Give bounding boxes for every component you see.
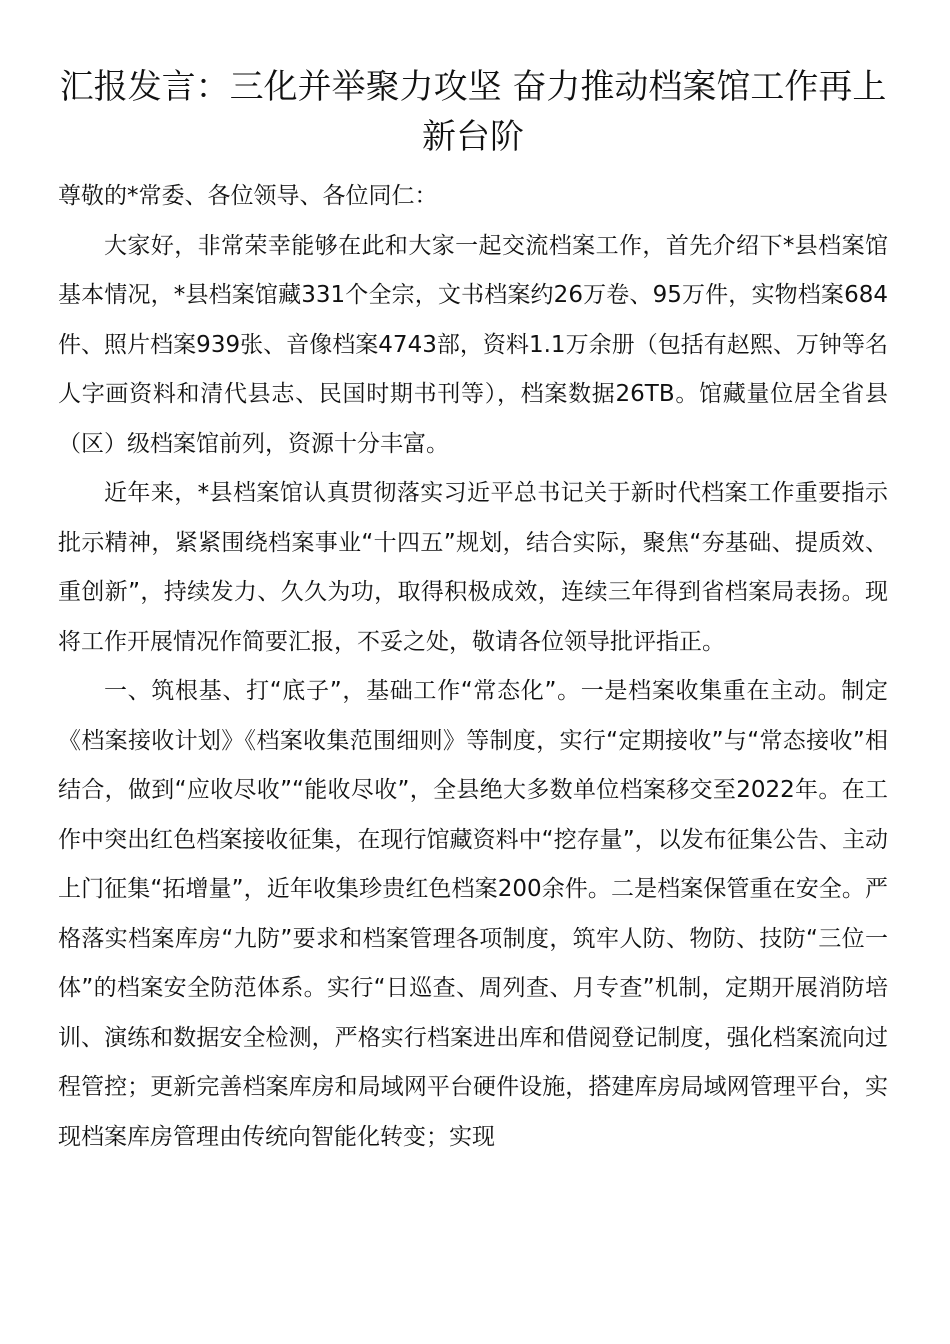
paragraph-section-one: 一、筑根基、打“底子”，基础工作“常态化”。一是档案收集重在主动。制定《档案接收计划》《档案收集范围细则》等制度，实行“定期接收”与“常态接收”相结合，做到“应收尽收”“能收尽收”，全县绝大多数单位档案移交至2022年。在工作中突出红色档案接收征集，在现行馆藏资料中“挖存量”，以发布征集公告、主动上门征集“拓增量”，近年收集珍贵红色档案200余件。二是档案保管重在安全。严格落实档案库房“九防”要求和档案管理各项制度，筑牢人防、物防、技防“三位一体”的档案安全防范体系。实行“日巡查、周列查、月专查”机制，定期开展消防培训、演练和数据安全检测，严格实行档案进出库和借阅登记制度，强化档案流向过程管控；更新完善档案库房和局域网平台硬件设施，搭建库房局域网管理平台，实现档案库房管理由传统向智能化转变；实现 (58, 678, 888, 1150)
document-title: 汇报发言：三化并举聚力攻坚 奋力推动档案馆工作再上新台阶 (59, 67, 887, 157)
salutation: 尊敬的*常委、各位领导、各位同仁： (58, 183, 438, 209)
paragraph-intro: 大家好，非常荣幸能够在此和大家一起交流档案工作，首先介绍下*县档案馆基本情况，*县档案馆藏331个全宗，文书档案约26万卷、95万件，实物档案684件、照片档案939张、音像档案4743部，资料1.1万余册（包括有赵熙、万钟等名人字画资料和清代县志、民国时期书刊等），档案数据26TB。馆藏量位居全省县（区）级档案馆前列，资源十分丰富。 (58, 232, 888, 457)
paragraph-overview: 近年来，*县档案馆认真贯彻落实习近平总书记关于新时代档案工作重要指示批示精神，紧紧围绕档案事业“十四五”规划，结合实际，聚焦“夯基础、提质效、重创新”，持续发力、久久为功，取得积极成效，连续三年得到省档案局表扬。现将工作开展情况作简要汇报，不妥之处，敬请各位领导批评指正。 (58, 480, 888, 655)
